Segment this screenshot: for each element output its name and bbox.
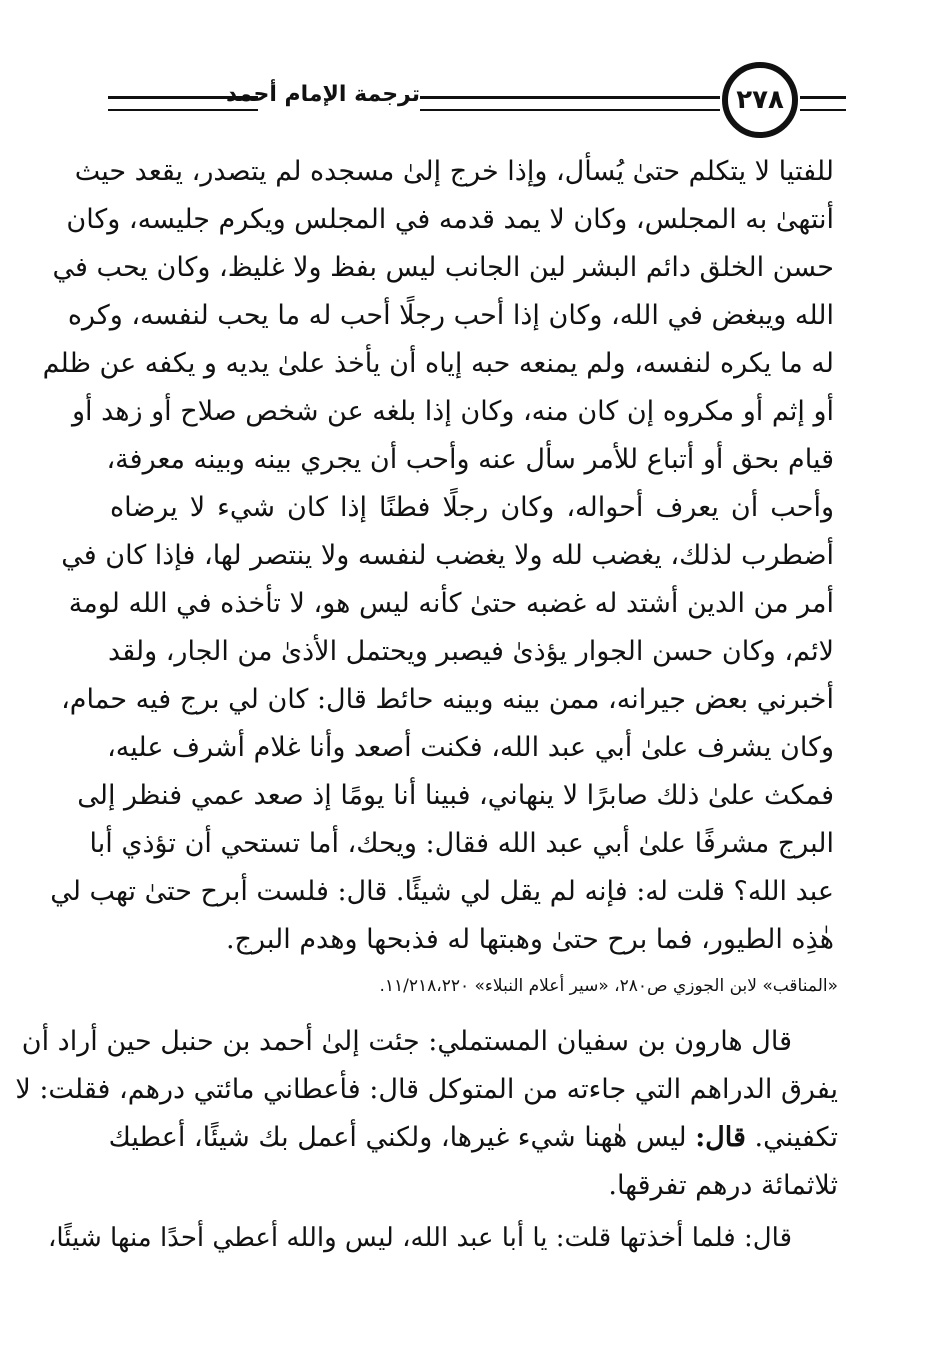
text-line: وكان يشرف علىٰ أبي عبد الله، فكنت أصعد وأنا غلام أشرف عليه، (107, 732, 834, 763)
text-line: الله ويبغض في الله، وكان إذا أحب رجلًا أحب له ما يحب لنفسه، وكره (67, 300, 834, 331)
text-line: أضطرب لذلك، يغضب لله ولا يغضب لنفسه ولا ينتصر لها، فإذا كان في (61, 540, 834, 571)
text-line: لائم، وكان حسن الجوار يؤذىٰ فيصبر ويحتمل الأذىٰ من الجار، ولقد (108, 636, 834, 667)
text-line: له ما يكره لنفسه، ولم يمنعه حبه إياه أن يأخذ علىٰ يديه و يكفه عن ظلم (42, 348, 834, 379)
text-line: هٰذِه الطيور، فما برح حتىٰ وهبتها له فذبحها وهدم البرج. (225, 924, 834, 955)
text-line: البرج مشرفًا علىٰ أبي عبد الله فقال: ويحك، أما تستحي أن تؤذي أبا (89, 828, 834, 859)
source-citation: «المناقب» لابن الجوزي ص٢٨٠، «سير أعلام النبلاء» ١١/٢١٨،٢٢٠. (379, 976, 838, 996)
running-title: ترجمة الإمام أحمد (226, 82, 420, 107)
second-paragraph (15, 1018, 838, 1210)
header-rule-right (800, 96, 846, 111)
text-line: أو إثم أو مكروه إن كان منه، وكان إذا بلغه عن شخص صلاح أو زهد أو (71, 396, 834, 427)
text-line: عبد الله؟ قلت له: فإنه لم يقل لي شيئًا. قال: فلست أبرح حتىٰ تهب لي (50, 876, 834, 907)
text-line: أنتهىٰ به المجلس، وكان لا يمد قدمه في المجلس ويكرم جليسه، وكان (66, 204, 834, 235)
main-paragraph (42, 148, 834, 964)
page-number: ٢٧٨ (722, 62, 798, 138)
third-paragraph (47, 1214, 838, 1262)
text-line: أمر من الدين أشتد له غضبه حتىٰ كأنه ليس هو، لا تأخذه في الله لومة (68, 588, 834, 619)
text-line: قال: فلما أخذتها قلت: يا أبا عبد الله، ليس والله أعطي أحدًا منها شيئًا، (47, 1223, 792, 1253)
page-header (100, 60, 846, 140)
text-fragment: ليس هٰهنا شيء غيرها، ولكني أعمل بك شيئًا، أعطيك (108, 1122, 687, 1153)
bold-word: قال: (695, 1122, 746, 1153)
text-line: قال هارون بن سفيان المستملي: جئت إلىٰ أحمد بن حنبل حين أراد أن (21, 1026, 792, 1057)
header-rule-middle (420, 96, 720, 111)
text-line: للفتيا لا يتكلم حتىٰ يُسأل، وإذا خرج إلىٰ مسجده لم يتصدر، يقعد حيث (74, 156, 834, 187)
text-line: يفرق الدراهم التي جاءته من المتوكل قال: فأعطاني مائتي درهم، فقلت: لا (15, 1074, 838, 1105)
text-fragment: تكفيني. (754, 1122, 838, 1153)
text-line: وأحب أن يعرف أحواله، وكان رجلًا فطنًا إذا كان شيء لا يرضاه (110, 492, 834, 523)
text-line: قيام بحق أو أتباع للأمر سأل عنه وأحب أن يجري بينه وبينه معرفة، (106, 444, 834, 475)
text-line: أخبرني بعض جيرانه، ممن بينه وبينه حائط قال: كان لي برج فيه حمام، (61, 684, 834, 715)
text-line (110, 1114, 838, 1162)
text-line: فمكث علىٰ ذلك صابرًا لا ينهاني، فبينا أنا يومًا إذ صعد عمي فنظر إلى (77, 780, 834, 811)
text-line: حسن الخلق دائم البشر لين الجانب ليس بفظ ولا غليظ، وكان يحب في (52, 252, 834, 283)
text-line: ثلاثمائة درهم تفرقها. (608, 1170, 838, 1201)
